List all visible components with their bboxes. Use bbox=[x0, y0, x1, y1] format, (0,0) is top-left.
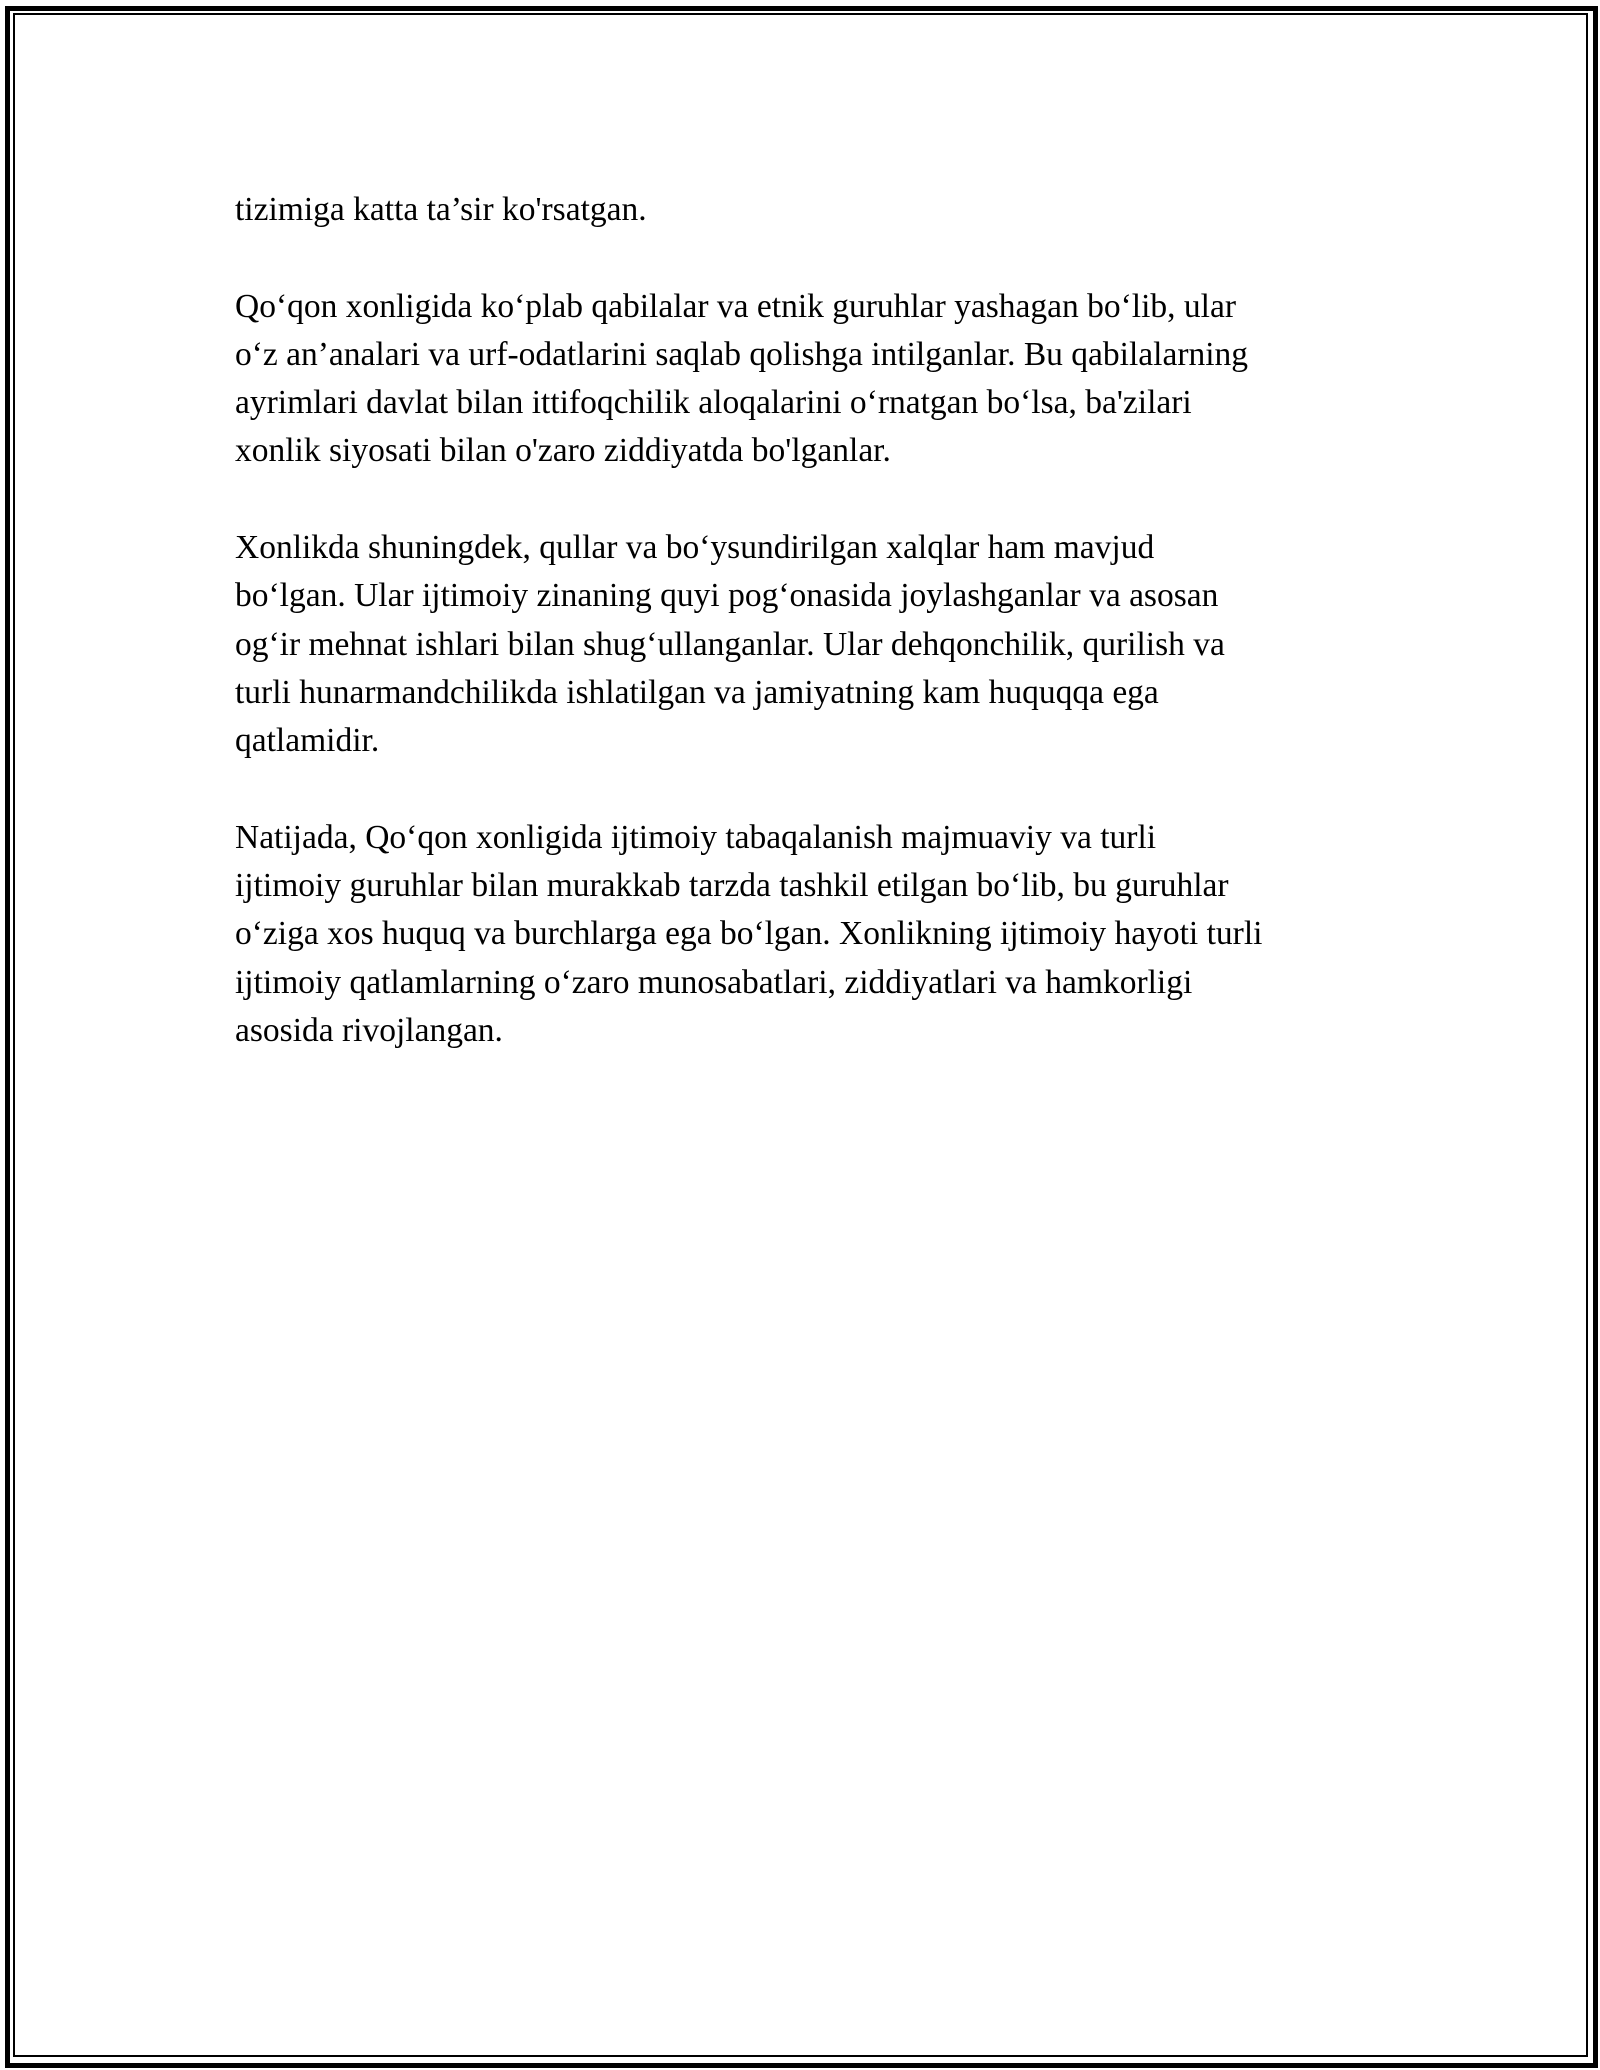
paragraph-1 bbox=[235, 186, 1370, 234]
text-line: o‘z an’analari va urf-odatlarini saqlab qolishga intilganlar. Bu qabilalarning bbox=[235, 335, 1249, 373]
text-line: Natijada, Qo‘qon xonligida ijtimoiy tabaqalanish majmuaviy va turli bbox=[235, 818, 1157, 856]
text-line: asosida rivojlangan. bbox=[235, 1012, 503, 1050]
text-line: turli hunarmandchilikda ishlatilgan va jamiyatning kam huquqqa ega bbox=[235, 673, 1159, 711]
text-line: Qo‘qon xonligida ko‘plab qabilalar va etnik guruhlar yashagan bo‘lib, ular bbox=[235, 287, 1236, 325]
paragraph-4 bbox=[235, 814, 1370, 1055]
text-line: Xonlikda shuningdek, qullar va bo‘ysundirilgan xalqlar ham mavjud bbox=[235, 529, 1155, 567]
paragraph-2 bbox=[235, 283, 1370, 476]
paragraph-3 bbox=[235, 524, 1370, 765]
text-line: bo‘lgan. Ular ijtimoiy zinaning quyi pog‘onasida joylashganlar va asosan bbox=[235, 577, 1219, 615]
text-line: xonlik siyosati bilan o'zaro ziddiyatda bo'lganlar. bbox=[235, 432, 891, 470]
text-line: tizimiga katta ta’sir ko'rsatgan. bbox=[235, 191, 647, 228]
text-line: qatlamidir. bbox=[235, 722, 380, 760]
text-line: ijtimoiy qatlamlarning o‘zaro munosabatlari, ziddiyatlari va hamkorligi bbox=[235, 963, 1193, 1001]
document-body bbox=[235, 186, 1370, 1104]
text-line: ijtimoiy guruhlar bilan murakkab tarzda tashkil etilgan bo‘lib, bu guruhlar bbox=[235, 867, 1229, 905]
text-line: o‘ziga xos huquq va burchlarga ega bo‘lgan. Xonlikning ijtimoiy hayoti turli bbox=[235, 915, 1263, 953]
text-line: ayrimlari davlat bilan ittifoqchilik aloqalarini o‘rnatgan bo‘lsa, ba'zilari bbox=[235, 384, 1192, 422]
text-line: og‘ir mehnat ishlari bilan shug‘ullanganlar. Ular dehqonchilik, qurilish va bbox=[235, 625, 1225, 663]
